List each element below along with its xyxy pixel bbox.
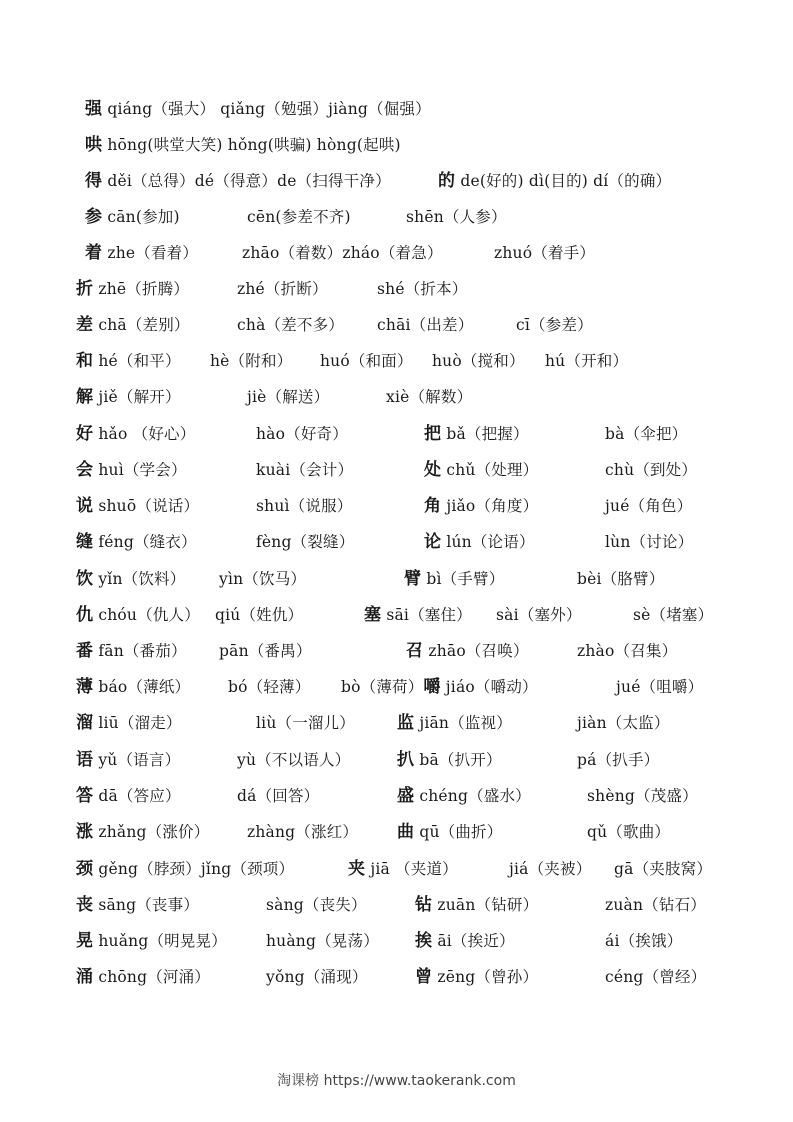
entry-segment: 强 qiáng（强大） qiǎng（勉强）jiàng（倔强）	[85, 99, 431, 119]
entry-segment: 得 děi（总得）dé（得意）de（扫得干净）	[85, 171, 391, 191]
entry-segment: ái（挨饿）	[605, 932, 683, 950]
page-footer	[0, 1070, 793, 1090]
entry-segment: liù（一溜儿）	[256, 714, 355, 732]
entry-segment: chù（到处）	[605, 461, 698, 479]
entry-segment: 论 lún（论语）	[424, 532, 535, 552]
entry-segment: 参 cān(参加)	[85, 207, 180, 227]
entry-segment: zhào（召集）	[577, 642, 678, 660]
entry-segment: hè（附和）	[210, 352, 293, 370]
entry-segment: 召 zhāo（召唤）	[406, 641, 529, 661]
entry-segment: 涌 chōng（河涌）	[76, 967, 211, 987]
entry-segment: 饮 yǐn（饮料）	[76, 569, 186, 589]
entry-segment: 仇 chóu（仇人）	[76, 605, 200, 625]
entry-segment: cēn(参差不齐)	[247, 208, 351, 226]
entry-segment: chà（差不多）	[237, 316, 345, 334]
entry-segment: 晃 huǎng（明晃晃）	[76, 931, 227, 951]
entry-segment: cī（参差）	[516, 316, 593, 334]
entry-segment: gā（夹肢窝）	[614, 860, 713, 878]
entry-segment: 把 bǎ（把握）	[424, 424, 529, 444]
entry-segment: chāi（出差）	[377, 316, 474, 334]
entry-segment: huàng（晃荡）	[266, 932, 379, 950]
entry-segment: hú（开和）	[545, 352, 629, 370]
entry-segment: 颈 gěng（脖颈）jǐng（颈项）	[76, 859, 295, 879]
entry-segment: 挨 āi（挨近）	[415, 931, 515, 951]
entry-segment: bò（薄荷）嚼 jiáo（嚼动）	[341, 677, 538, 697]
entry-segment: jiàn（太监）	[577, 714, 670, 732]
entry-segment: zhuó（着手）	[494, 244, 596, 262]
entry-segment: 好 hǎo （好心）	[76, 424, 196, 444]
entry-segment: huò（搅和）	[432, 352, 525, 370]
entry-segment: 钻 zuān（钻研）	[415, 895, 539, 915]
entry-segment: xiè（解数）	[386, 388, 473, 406]
entry-segment: sàng（丧失）	[266, 896, 367, 914]
entry-segment: 夹 jiā （夹道）	[348, 859, 458, 879]
entry-segment: hào（好奇）	[256, 425, 348, 443]
entry-segment: lùn（讨论）	[605, 533, 694, 551]
entry-segment: pān（番禺）	[219, 642, 312, 660]
entry-segment: shēn（人参）	[406, 208, 507, 226]
entry-segment: jué（角色）	[605, 497, 693, 515]
entry-segment: yìn（饮马）	[219, 570, 307, 588]
entry-segment: bó（轻薄）	[228, 678, 311, 696]
entry-segment: 溜 liū（溜走）	[76, 713, 182, 733]
entry-segment: huó（和面）	[320, 352, 413, 370]
entry-segment: 答 dā（答应）	[76, 786, 181, 806]
entry-segment: shèng（茂盛）	[587, 787, 698, 805]
entry-segment: jué（咀嚼）	[616, 678, 704, 696]
entry-segment: 盛 chéng（盛水）	[397, 786, 531, 806]
entry-segment: jiè（解送）	[247, 388, 330, 406]
entry-segment: 会 huì（学会）	[76, 460, 187, 480]
entry-segment: qiú（姓仇）	[215, 606, 304, 624]
entry-segment: shuì（说服）	[256, 497, 353, 515]
entry-segment: 折 zhē（折腾）	[76, 279, 190, 299]
entry-segment: 曲 qū（曲折）	[397, 822, 503, 842]
entry-segment: 涨 zhǎng（涨价）	[76, 822, 210, 842]
entry-segment: 处 chǔ（处理）	[424, 460, 539, 480]
entry-segment: fèng（裂缝）	[256, 533, 355, 551]
entry-segment: céng（曾经）	[605, 968, 707, 986]
entry-segment: kuài（会计）	[256, 461, 354, 479]
entry-segment: bà（伞把）	[605, 425, 688, 443]
entry-segment: 哄 hōng(哄堂大笑) hǒng(哄骗) hòng(起哄)	[85, 135, 401, 155]
footer-url: https://www.taokerank.com	[323, 1073, 516, 1089]
entry-segment: 的 de(好的) dì(目的) dí（的确）	[438, 171, 672, 191]
entry-segment: 塞 sāi（塞住）	[364, 605, 472, 625]
entry-segment: bèi（胳臂）	[577, 570, 665, 588]
entry-segment: 着 zhe（看着）	[85, 243, 199, 263]
entry-segment: shé（折本）	[377, 280, 468, 298]
entry-segment: zhàng（涨红）	[247, 823, 359, 841]
entry-segment: 臂 bì（手臂）	[404, 569, 505, 589]
entry-segment: 扒 bā（扒开）	[397, 750, 502, 770]
entry-segment: 丧 sāng（丧事）	[76, 895, 200, 915]
entry-segment: 语 yǔ（语言）	[76, 750, 181, 770]
entry-segment: 番 fān（番茄）	[76, 641, 187, 661]
entry-segment: 说 shuō（说话）	[76, 496, 200, 516]
entry-segment: 解 jiě（解开）	[76, 387, 181, 407]
entry-segment: dá（回答）	[237, 787, 320, 805]
entry-segment: sài（塞外）	[496, 606, 582, 624]
entry-segment: yù（不以语人）	[237, 751, 351, 769]
entry-segment: zhāo（着数）zháo（着急）	[242, 244, 443, 262]
entry-segment: 角 jiǎo（角度）	[424, 496, 539, 516]
entry-segment: yǒng（涌现）	[266, 968, 368, 986]
entry-segment: zhé（折断）	[237, 280, 328, 298]
entry-segment: pá（扒手）	[577, 751, 660, 769]
entry-segment: 曾 zēng（曾孙）	[415, 967, 539, 987]
entry-segment: 监 jiān（监视）	[397, 713, 512, 733]
entry-segment: jiá（夹被）	[509, 860, 592, 878]
entry-segment: 薄 báo（薄纸）	[76, 677, 191, 697]
footer-site-name: 淘课榜	[277, 1073, 320, 1089]
entry-segment: qǔ（歌曲）	[587, 823, 671, 841]
entry-segment: 差 chā（差别）	[76, 315, 190, 335]
entry-segment: zuàn（钻石）	[605, 896, 706, 914]
entry-segment: sè（堵塞）	[633, 606, 714, 624]
entry-segment: 和 hé（和平）	[76, 351, 181, 371]
entry-segment: 缝 féng（缝衣）	[76, 532, 197, 552]
